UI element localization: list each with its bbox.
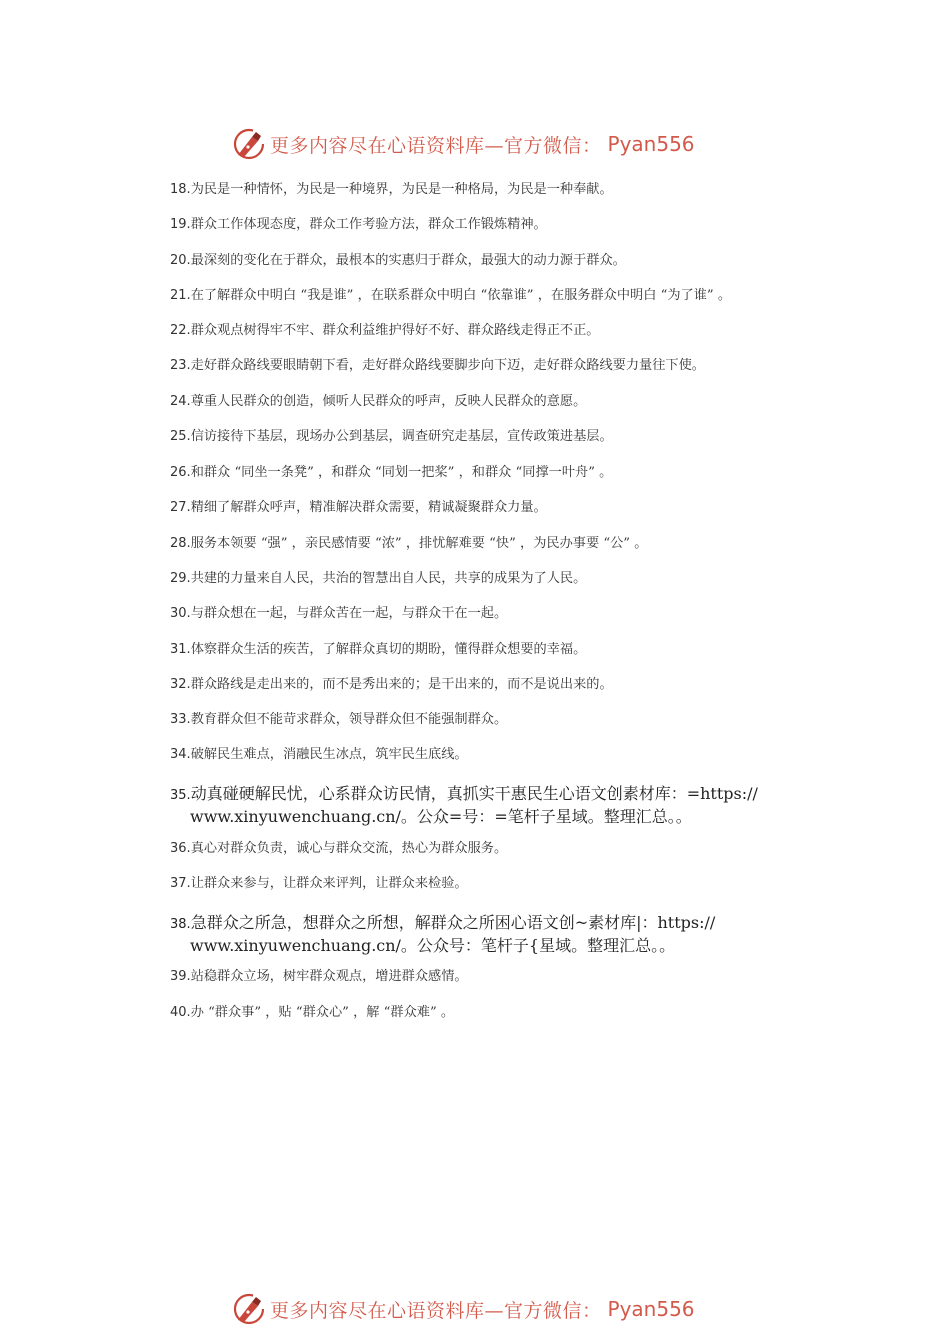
pen-nib-logo-icon (232, 127, 266, 161)
banner-text: 更多内容尽在心语资料库—官方微信： (270, 1299, 602, 1322)
list-item: 39.站稳群众立场，树牢群众观点，增进群众感情。 (170, 969, 468, 984)
list-item: 31.体察群众生活的疾苦，了解群众真切的期盼，懂得群众想要的幸福。 (170, 642, 587, 657)
list-item: 29.共建的力量来自人民，共治的智慧出自人民，共享的成果为了人民。 (170, 571, 587, 586)
list-item: 27.精细了解群众呼声，精准解决群众需要，精诚凝聚群众力量。 (170, 500, 547, 515)
list-item: 35.动真碰硬解民忧，心系群众访民情，真抓实干惠民生心语文创素材库：=https:// www.xinyuwenchuang.cn/。公众=号：=笔杆子星域。整理汇总。。 (170, 784, 758, 826)
list-item: 32.群众路线是走出来的，而不是秀出来的；是干出来的，而不是说出来的。 (170, 677, 613, 692)
list-item: 21.在了解群众中明白 “我是谁” ，在联系群众中明白 “依靠谁” ，在服务群众中明白 “为了谁” 。 (170, 288, 732, 303)
banner-text: 更多内容尽在心语资料库—官方微信： (270, 134, 602, 157)
list-item: 34.破解民生难点，消融民生冰点，筑牢民生底线。 (170, 747, 468, 762)
list-item: 37.让群众来参与，让群众来评判，让群众来检验。 (170, 876, 468, 891)
banner-wechat-id: Pyan556 (607, 132, 695, 156)
list-item: 22.群众观点树得牢不牢、群众利益维护得好不好、群众路线走得正不正。 (170, 323, 600, 338)
list-item: 23.走好群众路线要眼睛朝下看，走好群众路线要脚步向下迈，走好群众路线要力量往下使。 (170, 358, 705, 373)
list-item: 24.尊重人民群众的创造，倾听人民群众的呼声，反映人民群众的意愿。 (170, 394, 587, 409)
list-item: 36.真心对群众负责，诚心与群众交流，热心为群众服务。 (170, 841, 508, 856)
list-item: 19.群众工作体现态度，群众工作考验方法，群众工作锻炼精神。 (170, 217, 547, 232)
list-item: 18.为民是一种情怀，为民是一种境界，为民是一种格局，为民是一种奉献。 (170, 182, 613, 197)
header-banner (232, 126, 752, 162)
list-item: 40.办 “群众事” ，贴 “群众心” ，解 “群众难” 。 (170, 1005, 455, 1020)
list-item: 20.最深刻的变化在于群众，最根本的实惠归于群众，最强大的动力源于群众。 (170, 253, 626, 268)
banner-wechat-id: Pyan556 (607, 1297, 695, 1321)
footer-banner (232, 1291, 752, 1327)
list-item: 38.急群众之所急，想群众之所想，解群众之所困心语文创~素材库|：https:// www.xinyuwenchuang.cn/。公众号：笔杆子{星域。整理汇总。。 (170, 913, 716, 955)
list-item: 30.与群众想在一起，与群众苦在一起，与群众干在一起。 (170, 606, 508, 621)
pen-nib-logo-icon (232, 1292, 266, 1326)
list-item: 28.服务本领要 “强” ，亲民感情要 “浓” ，排忧解难要 “快” ，为民办事要 “公” 。 (170, 536, 648, 551)
list-item: 33.教育群众但不能苛求群众，领导群众但不能强制群众。 (170, 712, 508, 727)
list-item: 26.和群众 “同坐一条凳” ，和群众 “同划一把桨” ，和群众 “同撑一叶舟” 。 (170, 465, 613, 480)
list-item: 25.信访接待下基层，现场办公到基层，调查研究走基层，宣传政策进基层。 (170, 429, 613, 444)
